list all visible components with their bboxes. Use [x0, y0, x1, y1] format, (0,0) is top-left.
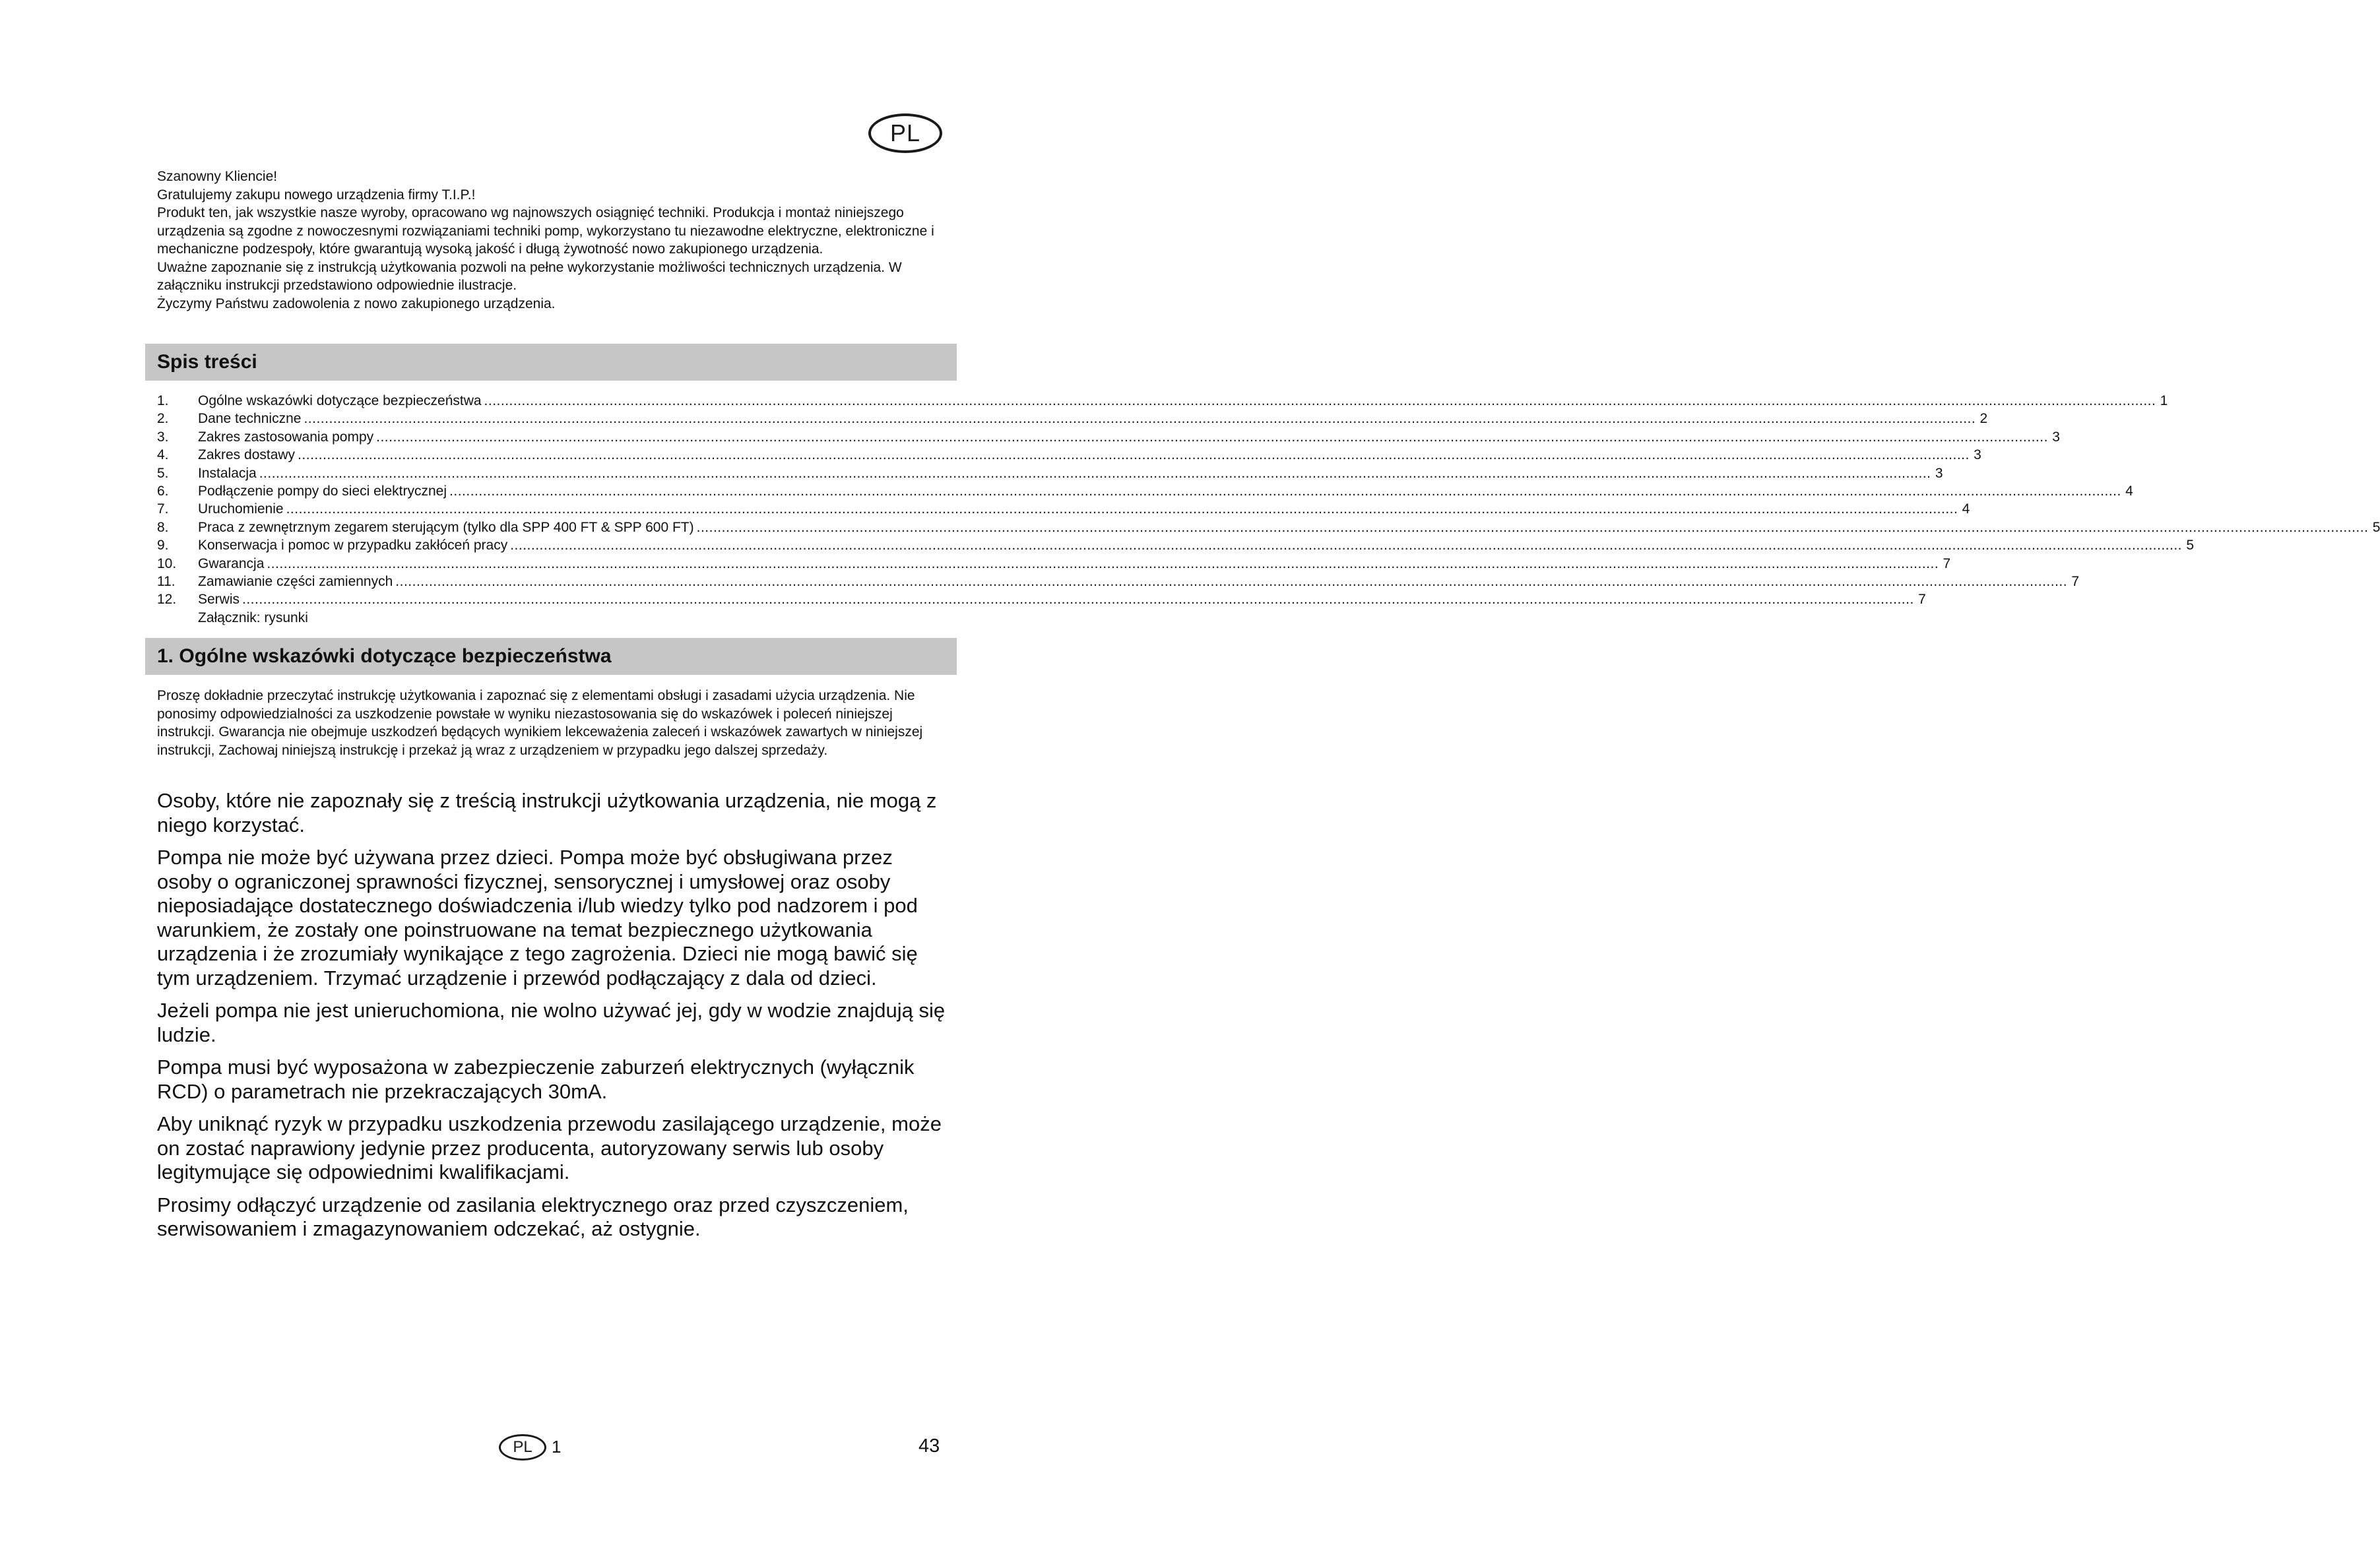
toc-leader-dots: ................................................................................................................................................................................................................................................................................................................................................................................................................	[449, 484, 2121, 499]
toc-entry[interactable]	[157, 464, 1943, 482]
toc-entry[interactable]	[157, 536, 2195, 554]
toc-entry-number: 1.	[157, 393, 169, 408]
toc-entry-title: Instalacja	[198, 465, 257, 481]
toc-entry-title: Serwis	[198, 592, 240, 608]
toc-leader-dots: ................................................................................................................................................................................................................................................................................................................................................................................................................	[267, 555, 1939, 571]
toc-entry-title: Podłączenie pompy do sieci elektrycznej	[198, 484, 447, 499]
toc-entry-number: 8.	[157, 519, 169, 535]
toc-appendix-label: Załącznik: rysunki	[198, 610, 308, 625]
page-number: 43	[918, 1435, 940, 1457]
section-1-safety-rules	[157, 789, 946, 1250]
safety-rule: Aby uniknąć ryzyk w przypadku uszkodzenia przewodu zasilającego urządzenie, może on zostać naprawiony jedynie przez producenta, autoryzowany serwis lub osoby legitymujące się odpowiednimi kwalifikacjami.	[157, 1112, 942, 1183]
toc-entry-page: 5	[2372, 519, 2380, 535]
toc-entry-number: 12.	[157, 592, 177, 608]
toc-leader-dots: ................................................................................................................................................................................................................................................................................................................................................................................................................	[286, 501, 1958, 517]
toc-entry-page: 3	[2052, 429, 2060, 445]
toc-entry[interactable]	[157, 428, 2060, 446]
section-1-heading: 1. Ogólne wskazówki dotyczące bezpieczeństwa	[145, 638, 957, 675]
toc-entry-title: Uruchomienie	[198, 501, 284, 517]
safety-rule: Prosimy odłączyć urządzenie od zasilania elektrycznego oraz przed czyszczeniem, serwisowaniem i zmagazynowaniem odczekać, aż ostygnie.	[157, 1193, 909, 1240]
intro-manual-note: Uważne zapoznanie się z instrukcją użytkowania pozwoli na pełne wykorzystanie możliwości technicznych urządzenia. W załączniku instrukcji przedstawiono odpowiednie ilustracje.	[157, 259, 902, 293]
section-1-intro-text: Proszę dokładnie przeczytać instrukcję użytkowania i zapoznać się z elementami obsługi i zasadami użycia urządzenia. Nie ponosimy odpowiedzialności za uszkodzenie powstałe w wyniku niezastosowania się do wskazówek i poleceń niniejszej instrukcji. Gwarancja nie obejmuje uszkodzeń będących wynikiem lekceważenia zaleceń i wskazówek zawartych w niniejszej instrukcji, Zachowaj niniejszą instrukcję i przekaż ją wraz z urządzeniem w przypadku jego dalszej sprzedaży.	[157, 688, 923, 758]
toc-entry-number: 10.	[157, 555, 177, 571]
toc-leader-dots: ................................................................................................................................................................................................................................................................................................................................................................................................................	[510, 538, 2183, 553]
safety-rule: Pompa nie może być używana przez dzieci. Pompa może być obsługiwana przez osoby o ograniczonej sprawności fizycznej, sensorycznej i umysłowej oraz osoby nieposiadające dostatecznego doświadczenia i/lub wiedzy tylko pod nadzorem i pod warunkiem, że zostały one poinstruowane na temat bezpiecznego użytkowania urządzenia i że zrozumiały wynikające z tego zagrożenia. Dzieci nie mogą bawić się tym urządzeniem. Trzymać urządzenie i przewód podłączający z dala od dzieci.	[157, 846, 918, 990]
toc-entry[interactable]	[157, 573, 2080, 590]
intro-product-description: Produkt ten, jak wszystkie nasze wyroby, opracowano wg najnowszych osiągnięć techniki. Produkcja i montaż niniejszego urządzenia są zgodne z nowoczesnymi rozwiązaniami techniki pomp, wykorzystano tu niezawodne elektryczne, elektroniczne i mechaniczne podzespoły, które gwarantują wysoką jakość i długą żywotność nowo zakupionego urządzenia.	[157, 205, 934, 257]
toc-entry-title: Zakres zastosowania pompy	[198, 429, 374, 445]
toc-entry-title: Konserwacja i pomoc w przypadku zakłóceń pracy	[198, 538, 508, 553]
toc-entry-page: 1	[2160, 393, 2168, 408]
toc-leader-dots: ................................................................................................................................................................................................................................................................................................................................................................................................................	[304, 411, 1976, 427]
toc-entry-number: 6.	[157, 484, 169, 499]
toc-entry-number: 11.	[157, 574, 176, 590]
safety-rule: Osoby, które nie zapoznały się z treścią instrukcji użytkowania urządzenia, nie mogą z niego korzystać.	[157, 789, 937, 836]
toc-entry-number: 5.	[157, 465, 169, 481]
toc-entry-number: 9.	[157, 538, 169, 553]
intro-closing: Życzymy Państwu zadowolenia z nowo zakupionego urządzenia.	[157, 296, 556, 311]
toc-entry[interactable]	[157, 410, 1988, 427]
toc-appendix[interactable]	[157, 609, 946, 627]
toc-entry-title: Praca z zewnętrznym zegarem sterującym (tylko dla SPP 400 FT & SPP 600 FT)	[198, 519, 694, 535]
toc-entry-number: 4.	[157, 447, 169, 463]
toc-entry-page: 3	[1935, 465, 1943, 481]
section-1-intro	[157, 687, 946, 759]
toc-entry-page: 4	[2125, 484, 2133, 499]
toc-entry[interactable]	[157, 392, 2168, 410]
intro-greeting: Szanowny Kliencie!	[157, 169, 278, 184]
safety-rule: Pompa musi być wyposażona w zabezpieczenie zaburzeń elektrycznych (wyłącznik RCD) o parametrach nie przekraczających 30mA.	[157, 1055, 915, 1103]
intro-text	[157, 168, 942, 313]
toc-entry-page: 5	[2186, 538, 2195, 553]
toc-entry[interactable]	[157, 519, 2380, 536]
toc-entry-title: Ogólne wskazówki dotyczące bezpieczeństwa	[198, 393, 482, 408]
toc-entry[interactable]	[157, 555, 1951, 573]
toc-entry-title: Zamawianie części zamiennych	[198, 574, 393, 590]
toc-entry-page: 2	[1979, 411, 1988, 427]
toc-entry-page: 3	[1974, 447, 1981, 463]
toc-leader-dots: ................................................................................................................................................................................................................................................................................................................................................................................................................	[242, 592, 1914, 608]
toc-entry[interactable]	[157, 500, 1970, 518]
intro-congratulations: Gratulujemy zakupu nowego urządzenia firmy T.I.P.!	[157, 187, 476, 203]
toc-leader-dots: ................................................................................................................................................................................................................................................................................................................................................................................................................	[484, 393, 2156, 408]
footer-section-page: 1	[552, 1437, 562, 1457]
toc-leader-dots: ................................................................................................................................................................................................................................................................................................................................................................................................................	[696, 519, 2369, 535]
table-of-contents	[157, 392, 2380, 627]
toc-entry-title: Zakres dostawy	[198, 447, 296, 463]
toc-leader-dots: ................................................................................................................................................................................................................................................................................................................................................................................................................	[259, 465, 1931, 481]
toc-leader-dots: ................................................................................................................................................................................................................................................................................................................................................................................................................	[298, 447, 1970, 463]
toc-entry[interactable]	[157, 590, 1926, 608]
footer-language-badge: PL	[499, 1434, 546, 1461]
language-badge: PL	[868, 113, 942, 153]
toc-entry-title: Dane techniczne	[198, 411, 302, 427]
toc-entry-page: 4	[1962, 501, 1970, 517]
toc-leader-dots: ................................................................................................................................................................................................................................................................................................................................................................................................................	[395, 574, 2068, 590]
toc-entry-page: 7	[1943, 555, 1951, 571]
toc-entry-number: 3.	[157, 429, 169, 445]
toc-entry-page: 7	[2071, 574, 2080, 590]
toc-entry[interactable]	[157, 482, 2133, 500]
toc-entry-number: 2.	[157, 411, 169, 427]
toc-leader-dots: ................................................................................................................................................................................................................................................................................................................................................................................................................	[376, 429, 2048, 445]
toc-entry-page: 7	[1918, 592, 1926, 608]
toc-entry-number: 7.	[157, 501, 169, 517]
safety-rule: Jeżeli pompa nie jest unieruchomiona, nie wolno używać jej, gdy w wodzie znajdują się ludzie.	[157, 999, 946, 1046]
toc-entry[interactable]	[157, 446, 1981, 464]
toc-entry-title: Gwarancja	[198, 555, 265, 571]
toc-heading: Spis treści	[145, 344, 957, 381]
